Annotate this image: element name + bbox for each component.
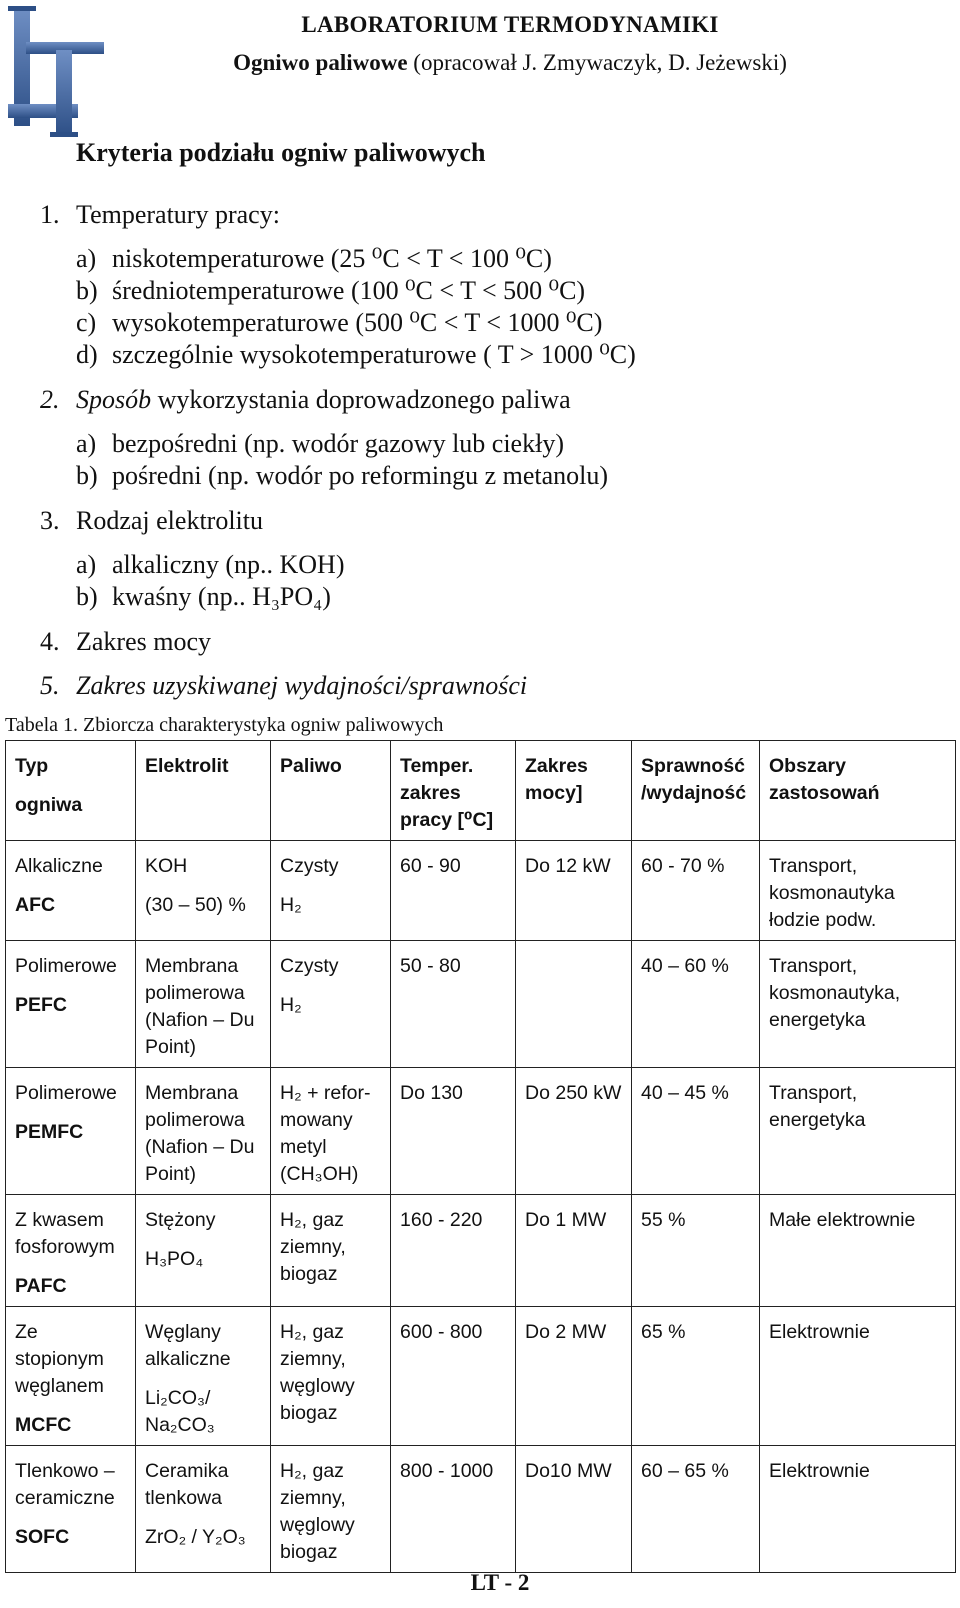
cell-type: Polimerowe PEMFC <box>6 1068 136 1195</box>
criterion-5: 5. Zakres uzyskiwanej wydajności/sprawności <box>40 671 528 700</box>
document-subheader <box>180 50 840 76</box>
cell-power: Do 2 MW <box>516 1307 632 1446</box>
cell-electrolyte: KOH (30 – 50) % <box>136 841 271 941</box>
header-elektrolit: Elektrolit <box>136 741 271 841</box>
cell-fuel: H₂, gaz ziemny, węglowy biogaz <box>271 1446 391 1573</box>
table-row <box>6 1307 956 1446</box>
section-title: Kryteria podziału ogniw paliwowych <box>76 138 486 167</box>
page-footer: LT - 2 <box>470 1570 530 1595</box>
cell-power: Do 12 kW <box>516 841 632 941</box>
criterion-2-option-b: b) pośredni (np. wodór po reformingu z metanolu) <box>76 461 609 490</box>
cell-eff: 65 % <box>632 1307 760 1446</box>
lt-logo <box>4 4 108 138</box>
cell-eff: 55 % <box>632 1195 760 1307</box>
cell-type: Ze stopionym węglanem MCFC <box>6 1307 136 1446</box>
cell-use: Transport, kosmonautyka, energetyka <box>760 941 956 1068</box>
table-row <box>6 1446 956 1573</box>
cell-eff: 60 – 65 % <box>632 1446 760 1573</box>
cell-power: Do 1 MW <box>516 1195 632 1307</box>
cell-type: Tlenkowo – ceramiczne SOFC <box>6 1446 136 1573</box>
header-typ: Typ ogniwa <box>6 741 136 841</box>
criterion-1: 1. Temperatury pracy: <box>40 200 280 229</box>
cell-use: Małe elektrownie <box>760 1195 956 1307</box>
cell-type: Polimerowe PEFC <box>6 941 136 1068</box>
cell-use: Elektrownie <box>760 1446 956 1573</box>
cell-fuel: H₂, gaz ziemny, węglowy biogaz <box>271 1307 391 1446</box>
cell-fuel: Czysty H₂ <box>271 941 391 1068</box>
subject: Ogniwo paliwowe <box>233 50 408 75</box>
cell-use: Transport, energetyka <box>760 1068 956 1195</box>
header-paliwo: Paliwo <box>271 741 391 841</box>
cell-temp: Do 130 <box>391 1068 516 1195</box>
cell-fuel: H₂, gaz ziemny, biogaz <box>271 1195 391 1307</box>
table-row <box>6 841 956 941</box>
header-obszary: Obszary zastosowań <box>760 741 956 841</box>
lab-title: LABORATORIUM TERMODYNAMIKI <box>301 12 719 37</box>
cell-temp: 600 - 800 <box>391 1307 516 1446</box>
cell-eff: 60 - 70 % <box>632 841 760 941</box>
cell-use: Elektrownie <box>760 1307 956 1446</box>
criterion-2: 2. Sposób wykorzystania doprowadzonego paliwa <box>40 385 571 414</box>
criterion-1-option-c: c) wysokotemperaturowe (500 ⁰C < T < 1000 ⁰C) <box>76 308 603 337</box>
cell-eff: 40 – 60 % <box>632 941 760 1068</box>
cell-fuel: Czysty H₂ <box>271 841 391 941</box>
criterion-3-option-b: b) kwaśny (np.. H₃PO₄) <box>76 582 331 611</box>
cell-use: Transport, kosmonautyka łodzie podw. <box>760 841 956 941</box>
criterion-3-option-a: a) alkaliczny (np.. KOH) <box>76 550 345 579</box>
fuel-cell-table <box>5 740 956 1573</box>
table-row <box>6 1195 956 1307</box>
cell-temp: 800 - 1000 <box>391 1446 516 1573</box>
authors: (opracował J. Zmywaczyk, D. Jeżewski) <box>413 50 787 75</box>
cell-electrolyte: Membrana polimerowa (Nafion – Du Point) <box>136 941 271 1068</box>
criterion-3: 3. Rodzaj elektrolitu <box>40 506 264 535</box>
table-header-row <box>6 741 956 841</box>
table-row <box>6 941 956 1068</box>
cell-electrolyte: Ceramika tlenkowa ZrO₂ / Y₂O₃ <box>136 1446 271 1573</box>
criterion-1-option-a: a) niskotemperaturowe (25 ⁰C < T < 100 ⁰C) <box>76 244 552 273</box>
cell-power: Do 250 kW <box>516 1068 632 1195</box>
cell-fuel: H₂ + refor-mowany metyl (CH₃OH) <box>271 1068 391 1195</box>
criterion-1-option-b: b) średniotemperaturowe (100 ⁰C < T < 500 ⁰C) <box>76 276 586 305</box>
cell-power <box>516 941 632 1068</box>
cell-electrolyte: Membrana polimerowa (Nafion – Du Point) <box>136 1068 271 1195</box>
criterion-1-option-d: d) szczególnie wysokotemperaturowe ( T > 1000 ⁰C) <box>76 340 636 369</box>
header-temper: Temper. zakres pracy [⁰C] <box>391 741 516 841</box>
cell-type: Alkaliczne AFC <box>6 841 136 941</box>
cell-power: Do10 MW <box>516 1446 632 1573</box>
criterion-4: 4. Zakres mocy <box>40 627 212 656</box>
cell-temp: 60 - 90 <box>391 841 516 941</box>
cell-electrolyte: Węglany alkaliczne Li₂CO₃/ Na₂CO₃ <box>136 1307 271 1446</box>
cell-eff: 40 – 45 % <box>632 1068 760 1195</box>
header-sprawnosc: Sprawność /wydajność <box>632 741 760 841</box>
criterion-2-option-a: a) bezpośredni (np. wodór gazowy lub ciekły) <box>76 429 564 458</box>
cell-type: Z kwasem fosforowym PAFC <box>6 1195 136 1307</box>
table-caption: Tabela 1. Zbiorcza charakterystyka ogniw paliwowych <box>5 714 444 736</box>
cell-temp: 160 - 220 <box>391 1195 516 1307</box>
header-moc: Zakres mocy] <box>516 741 632 841</box>
table-row <box>6 1068 956 1195</box>
cell-temp: 50 - 80 <box>391 941 516 1068</box>
cell-electrolyte: Stężony H₃PO₄ <box>136 1195 271 1307</box>
